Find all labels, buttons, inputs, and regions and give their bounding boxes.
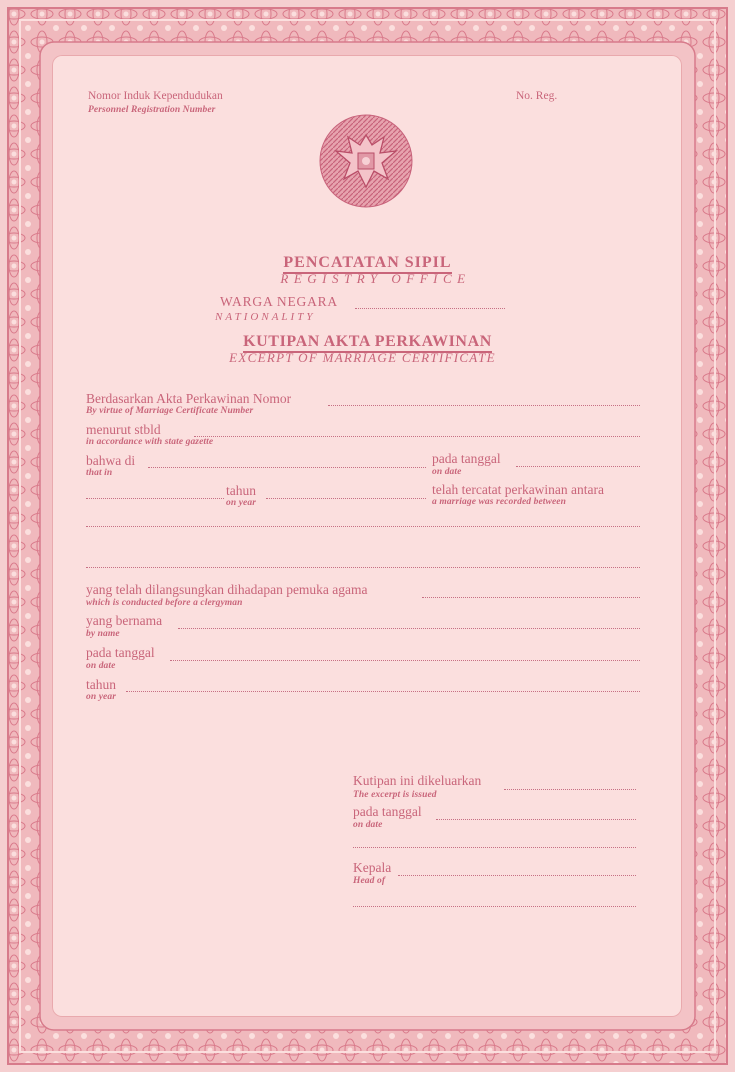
head-label-en: Head of xyxy=(353,876,386,886)
head-label: Kepala xyxy=(353,860,392,875)
clergy-name-field xyxy=(178,628,640,629)
conducted-label-en: which is conducted before a clergyman xyxy=(86,598,243,608)
date-field xyxy=(516,466,640,467)
conducted-label: yang telah dilangsungkan dihadapan pemuka agama xyxy=(86,582,368,597)
issued-label: Kutipan ini dikeluarkan xyxy=(353,773,482,788)
named-label-en: by name xyxy=(86,629,120,639)
virtue-label: Berdasarkan Akta Perkawinan Nomor xyxy=(86,391,292,406)
spouse-two-field xyxy=(86,567,640,568)
office-title-text: PENCATATAN SIPIL xyxy=(283,254,451,274)
day-field xyxy=(86,498,224,499)
year2-label: tahun xyxy=(86,677,116,692)
on-date-label-en: on date xyxy=(432,467,462,477)
year-field xyxy=(266,498,426,499)
issue-date-field xyxy=(436,819,636,820)
accordance-label: menurut stbld xyxy=(86,422,161,437)
on-date2-label-en: on date xyxy=(86,661,116,671)
certificate-number-field xyxy=(328,405,640,406)
that-in-label: bahwa di xyxy=(86,453,136,468)
on-date2-label: pada tanggal xyxy=(86,645,155,660)
nik-label-en: Personnel Registration Number xyxy=(88,105,216,115)
issued-at-field xyxy=(504,789,636,790)
that-in-label-en: that in xyxy=(86,468,113,478)
on-date-label: pada tanggal xyxy=(432,451,501,466)
clergy-field xyxy=(422,597,640,598)
nationality-field xyxy=(355,308,505,309)
ceremony-date-field xyxy=(170,660,640,661)
document-title-en: EXCERPT OF MARRIAGE CERTIFICATE xyxy=(229,350,496,365)
issued-label-en: The excerpt is issued xyxy=(353,790,437,800)
place-field xyxy=(148,467,426,468)
year-label: tahun xyxy=(226,483,256,498)
issue-date-label: pada tanggal xyxy=(353,804,422,819)
document-title-text: KUTIPAN AKTA PERKAWINAN xyxy=(243,333,492,353)
office-title xyxy=(0,254,735,272)
nationality-label: WARGA NEGARA xyxy=(220,294,338,309)
head-of-field xyxy=(398,875,636,876)
issue-date-label-en: on date xyxy=(353,820,383,830)
named-label: yang bernama xyxy=(86,613,163,628)
ceremony-year-field xyxy=(126,691,640,692)
year-label-en: on year xyxy=(226,498,256,508)
nationality-label-en: NATIONALITY xyxy=(215,311,316,323)
recorded-label: telah tercatat perkawinan antara xyxy=(432,482,605,497)
accordance-label-en: in accordance with state gazette xyxy=(86,437,214,447)
virtue-label-en: By virtue of Marriage Certificate Number xyxy=(86,406,254,416)
reg-label: No. Reg. xyxy=(516,90,558,102)
garuda-emblem-icon xyxy=(318,113,414,209)
document-title xyxy=(0,333,735,351)
spouse-one-field xyxy=(86,526,640,527)
year2-label-en: on year xyxy=(86,692,116,702)
office-title-en: REGISTRY OFFICE xyxy=(280,271,471,286)
issue-extra-field xyxy=(353,847,636,848)
nik-label: Nomor Induk Kependudukan xyxy=(88,90,223,102)
signature-field xyxy=(353,906,636,907)
recorded-label-en: a marriage was recorded between xyxy=(432,497,566,507)
gazette-field xyxy=(194,436,640,437)
